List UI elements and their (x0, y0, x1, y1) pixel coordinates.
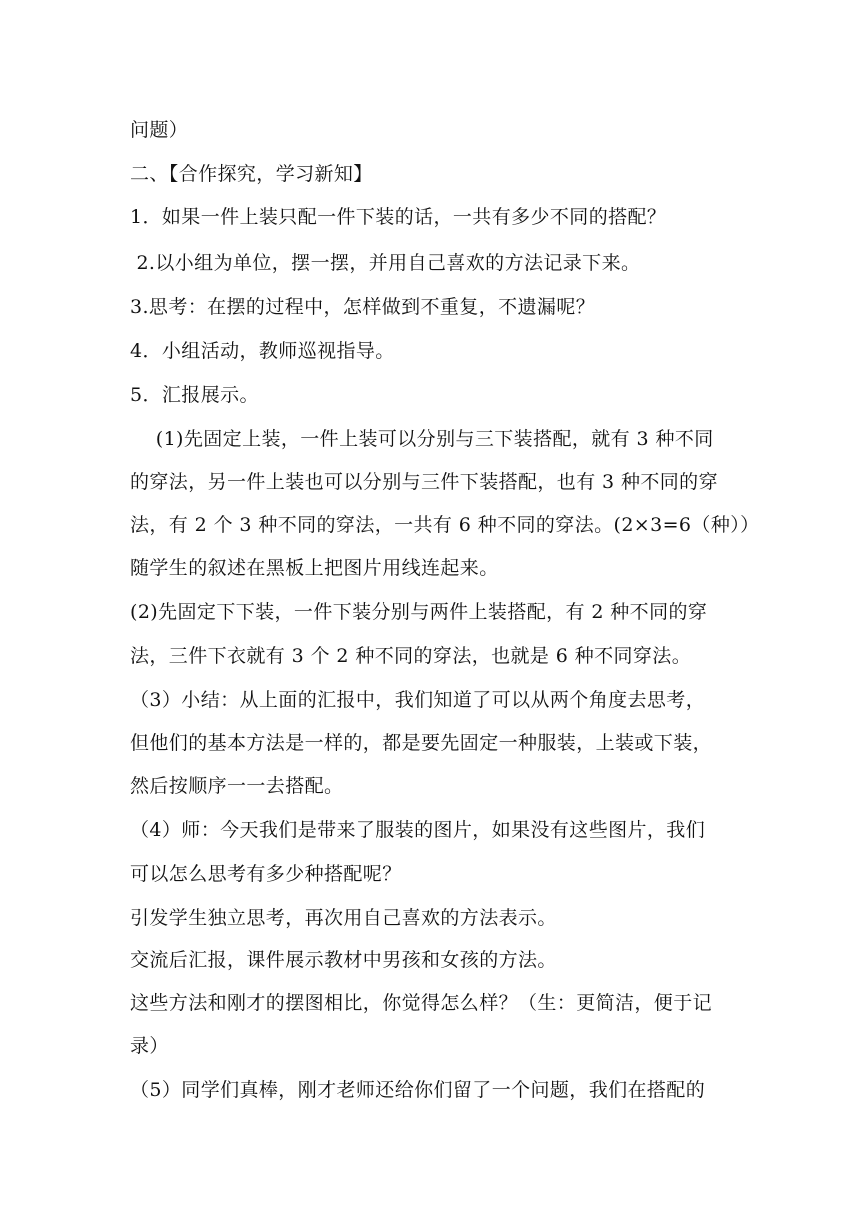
text-line: （3）小结：从上面的汇报中，我们知道了可以从两个角度去思考， (130, 689, 706, 711)
text-line: （4）师：今天我们是带来了服装的图片，如果没有这些图片，我们 (130, 819, 706, 841)
text-line: 问题） (130, 119, 189, 141)
text-line: 随学生的叙述在黑板上把图片用线连起来。 (130, 557, 499, 579)
text-line: 3.思考：在摆的过程中，怎样做到不重复，不遗漏呢？ (130, 296, 596, 318)
text-line: 法，有 2 个 3 种不同的穿法，一共有 6 种不同的穿法。(2×3=6（种）） (130, 514, 760, 536)
section-heading: 二、【合作探究，学习新知】 (130, 163, 373, 185)
text-line: 这些方法和刚才的摆图相比，你觉得怎么样？（生：更简洁，便于记 (130, 992, 713, 1014)
text-line: 录） (130, 1035, 169, 1057)
text-line: (2)先固定下下装，一件下装分别与两件上装搭配，有 2 种不同的穿 (130, 601, 708, 623)
text-line: (1)先固定上装，一件上装可以分别与三下装搭配，就有 3 种不同 (130, 428, 714, 450)
text-line: 可以怎么思考有多少种搭配呢？ (130, 863, 402, 885)
text-line: （5）同学们真棒，刚才老师还给你们留了一个问题，我们在搭配的 (130, 1079, 706, 1101)
text-line: 4．小组活动，教师巡视指导。 (130, 340, 395, 362)
text-line: 但他们的基本方法是一样的，都是要先固定一种服装，上装或下装， (130, 732, 713, 754)
text-line: 2.以小组为单位，摆一摆，并用自己喜欢的方法记录下来。 (130, 252, 641, 274)
text-line: 然后按顺序一一去搭配。 (130, 775, 344, 797)
text-line: 5．汇报展示。 (130, 384, 259, 406)
text-line: 引发学生独立思考，再次用自己喜欢的方法表示。 (130, 907, 557, 929)
text-line: 1．如果一件上装只配一件下装的话，一共有多少不同的搭配？ (130, 206, 667, 228)
text-line: 法，三件下衣就有 3 个 2 种不同的穿法，也就是 6 种不同穿法。 (130, 645, 692, 667)
text-line: 的穿法，另一件上装也可以分别与三件下装搭配，也有 3 种不同的穿 (130, 471, 718, 493)
text-line: 交流后汇报，课件展示教材中男孩和女孩的方法。 (130, 949, 557, 971)
